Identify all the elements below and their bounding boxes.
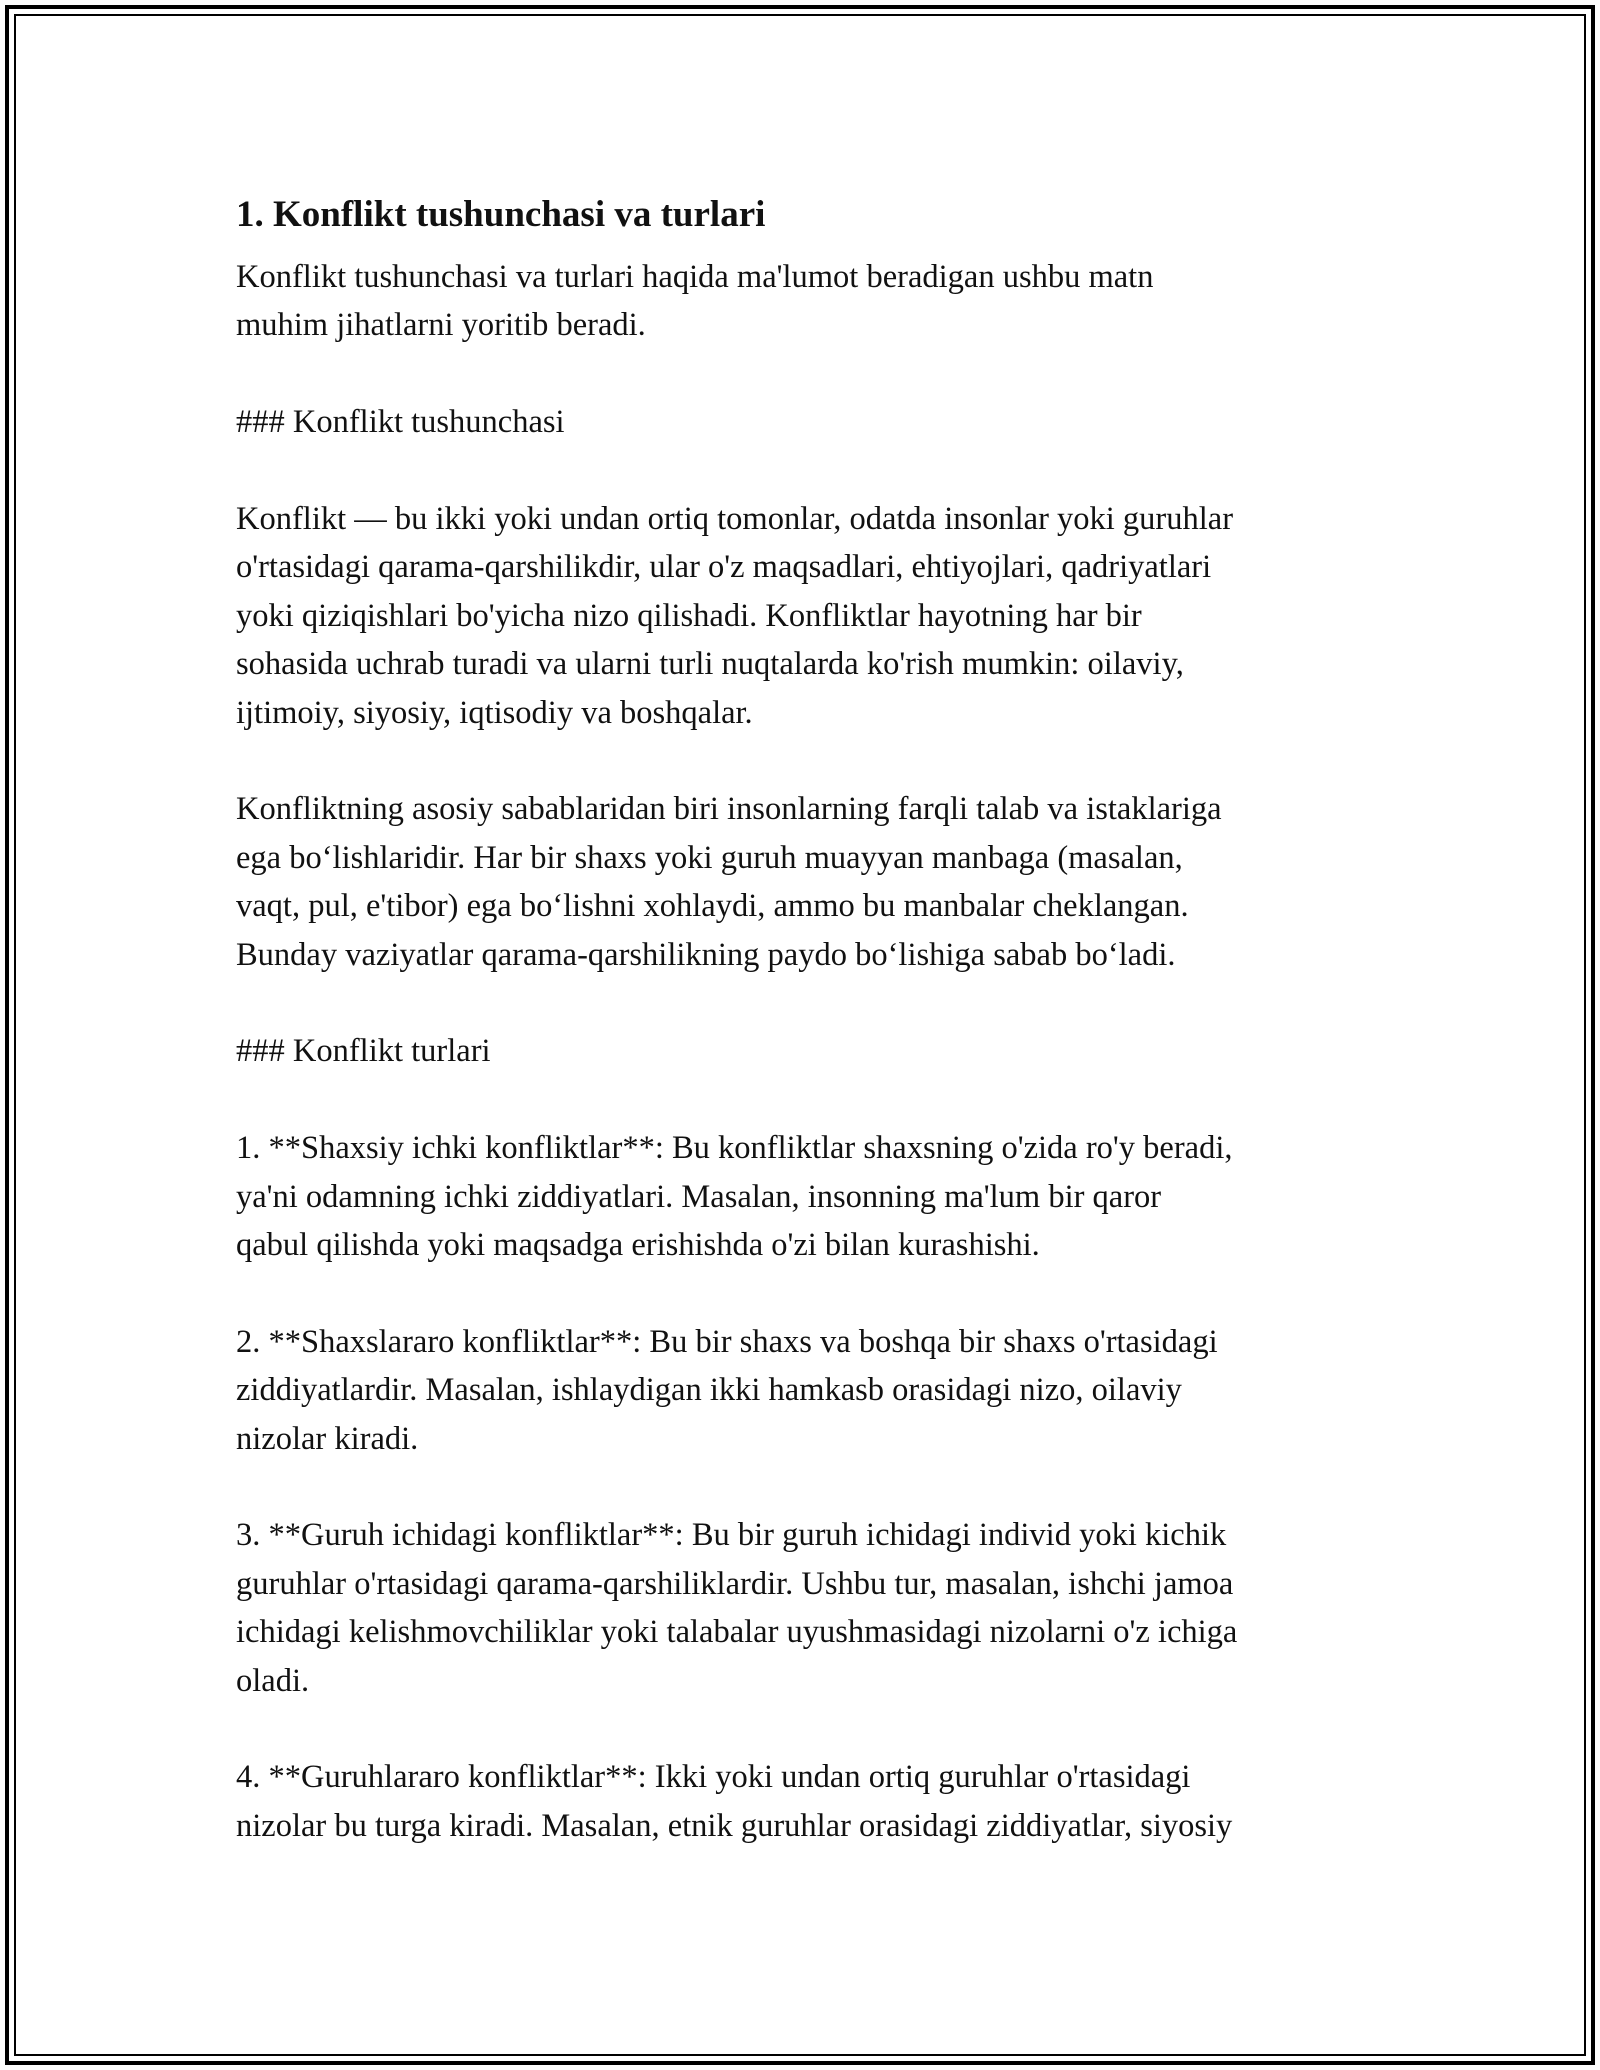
text-line: 2. **Shaxslararo konfliktlar**: Bu bir shaxs va boshqa bir shaxs o'rtasidagi — [236, 1323, 1218, 1360]
text-line: ichidagi kelishmovchiliklar yoki talabalar uyushmasidagi nizolarni o'z ichiga — [236, 1614, 1238, 1651]
section-heading-turlari — [236, 1027, 1386, 1075]
text-line: 4. **Guruhlararo konfliktlar**: Ikki yoki undan ortiq guruhlar o'rtasidagi — [236, 1759, 1191, 1796]
document-title: 1. Konflikt tushunchasi va turlari — [236, 194, 766, 235]
text-line: Konflikt — bu ikki yoki undan ortiq tomonlar, odatda insonlar yoki guruhlar — [236, 501, 1234, 537]
document-blocks — [236, 253, 1386, 1850]
text-line: muhim jihatlarni yoritib beradi. — [236, 307, 646, 344]
text-line: Konflikt tushunchasi va turlari haqida ma'lumot beradigan ushbu matn — [236, 259, 1154, 295]
text-line: ega bo‘lishlaridir. Har bir shaxs yoki guruh muayyan manbaga (masalan, — [236, 839, 1183, 876]
text-line: 1. **Shaxsiy ichki konfliktlar**: Bu konfliktlar shaxsning o'zida ro'y beradi, — [236, 1130, 1233, 1167]
text-line: ijtimoiy, siyosiy, iqtisodiy va boshqalar. — [236, 694, 753, 731]
definition-paragraph — [236, 495, 1386, 737]
text-line: Konfliktning asosiy sabablaridan biri insonlarning farqli talab va istaklariga — [236, 791, 1222, 828]
text-line: 3. **Guruh ichidagi konfliktlar**: Bu bir guruh ichidagi individ yoki kichik — [236, 1517, 1227, 1554]
text-line: vaqt, pul, e'tibor) ega bo‘lishni xohlaydi, ammo bu manbalar cheklangan. — [236, 888, 1189, 925]
section-heading-tushunchasi — [236, 398, 1386, 446]
intro-paragraph — [236, 253, 1386, 350]
text-line: nizolar bu turga kiradi. Masalan, etnik guruhlar orasidagi ziddiyatlar, siyosiy — [236, 1807, 1233, 1844]
list-item-2 — [236, 1318, 1386, 1463]
text-line: oladi. — [236, 1662, 310, 1699]
document-body — [236, 191, 1386, 1850]
text-line: ya'ni odamning ichki ziddiyatlari. Masalan, insonning ma'lum bir qaror — [236, 1178, 1162, 1215]
list-item-4 — [236, 1753, 1386, 1850]
text-line: ziddiyatlardir. Masalan, ishlaydigan ikki hamkasb orasidagi nizo, oilaviy — [236, 1372, 1182, 1409]
text-line: nizolar kiradi. — [236, 1420, 419, 1457]
text-line: o'rtasidagi qarama-qarshilikdir, ular o'z maqsadlari, ehtiyojlari, qadriyatlari — [236, 549, 1212, 586]
text-line: ### Konflikt tushunchasi — [236, 404, 565, 441]
text-line: sohasida uchrab turadi va ularni turli nuqtalarda ko'rish mumkin: oilaviy, — [236, 646, 1184, 683]
text-line: ### Konflikt turlari — [236, 1033, 491, 1070]
causes-paragraph — [236, 785, 1386, 979]
text-line: Bunday vaziyatlar qarama-qarshilikning paydo bo‘lishiga sabab bo‘ladi. — [236, 936, 1176, 973]
list-item-3 — [236, 1511, 1386, 1705]
text-line: qabul qilishda yoki maqsadga erishishda o'zi bilan kurashishi. — [236, 1227, 1040, 1264]
text-line: yoki qiziqishlari bo'yicha nizo qilishadi. Konfliktlar hayotning har bir — [236, 597, 1142, 634]
list-item-1 — [236, 1124, 1386, 1269]
text-line: guruhlar o'rtasidagi qarama-qarshiliklardir. Ushbu tur, masalan, ishchi jamoa — [236, 1565, 1234, 1602]
